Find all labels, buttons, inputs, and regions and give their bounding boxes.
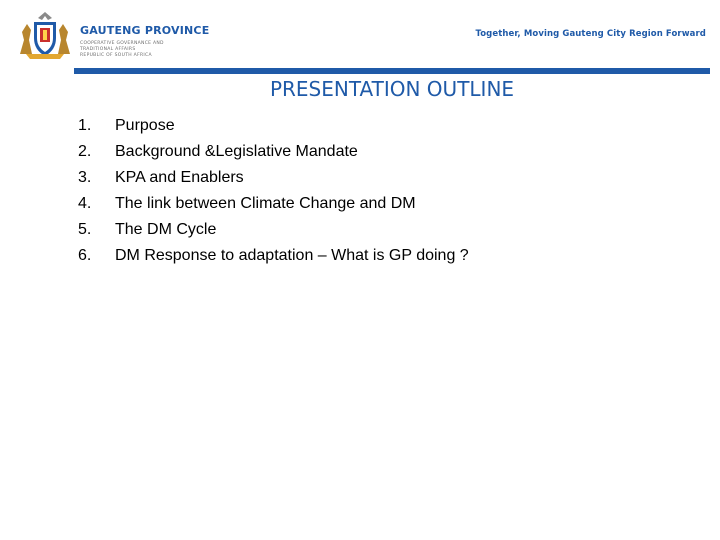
coat-of-arms-icon: [14, 10, 76, 60]
item-number: 5.: [78, 221, 92, 238]
org-country: REPUBLIC OF SOUTH AFRICA: [80, 53, 152, 58]
slide-title: PRESENTATION OUTLINE: [74, 74, 710, 104]
item-number: 4.: [78, 195, 92, 212]
item-number: 3.: [78, 169, 92, 186]
org-department: COOPERATIVE GOVERNANCE AND TRADITIONAL AFFAIRS: [80, 41, 164, 52]
item-text: Purpose: [115, 117, 175, 134]
title-bar: [74, 68, 710, 103]
item-text: KPA and Enablers: [115, 169, 244, 186]
org-name: GAUTENG PROVINCE: [80, 24, 210, 37]
item-text: DM Response to adaptation – What is GP doing ?: [115, 247, 469, 264]
item-number: 2.: [78, 143, 92, 160]
item-text: The DM Cycle: [115, 221, 217, 238]
item-number: 6.: [78, 247, 92, 264]
item-text: The link between Climate Change and DM: [115, 195, 416, 212]
item-text: Background &Legislative Mandate: [115, 143, 358, 160]
slide-header: [0, 0, 720, 70]
item-number: 1.: [78, 117, 92, 134]
org-block: [80, 24, 209, 58]
tagline: Together, Moving Gauteng City Region Forward: [475, 29, 706, 39]
